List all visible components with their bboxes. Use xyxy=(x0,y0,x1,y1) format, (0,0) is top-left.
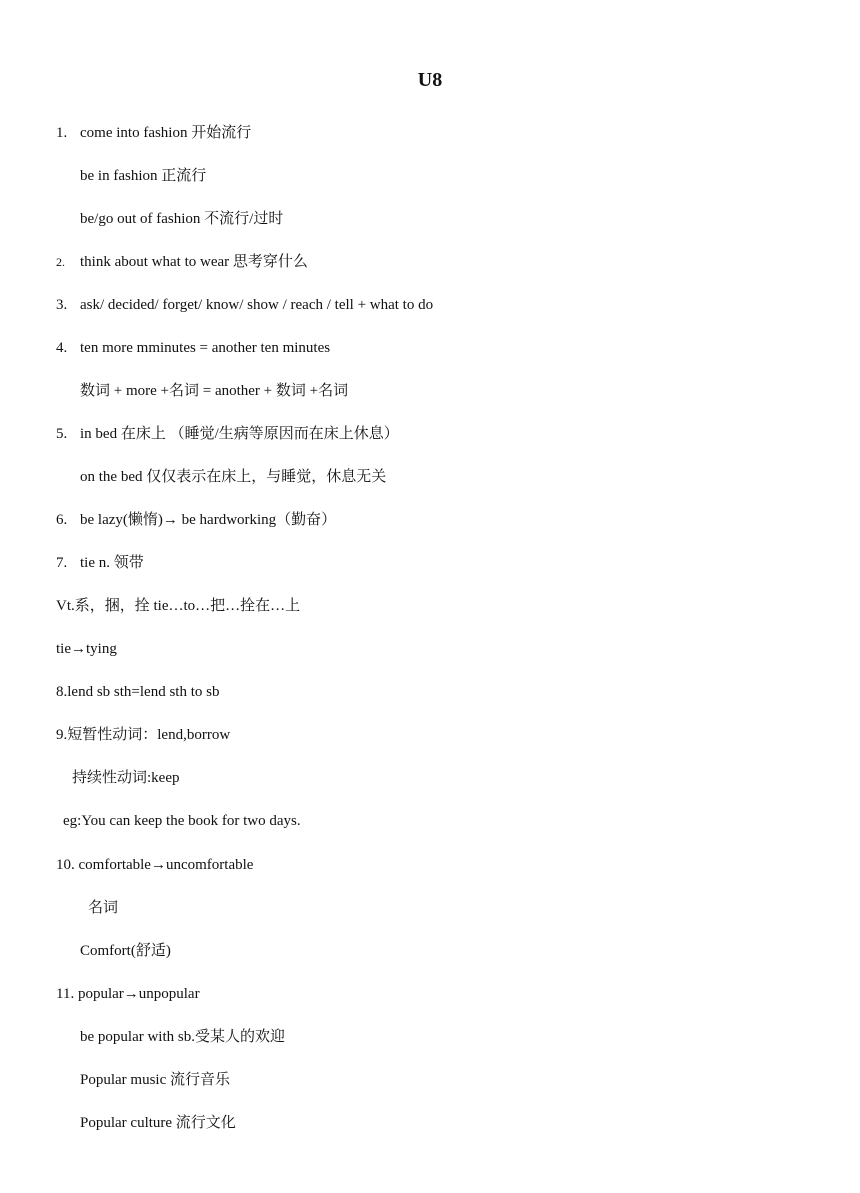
item-text: be lazy(懒惰)→ be hardworking（勤奋） xyxy=(80,512,337,528)
item-text: Popular culture 流行文化 xyxy=(80,1115,236,1131)
item-number: 6. xyxy=(56,512,68,528)
item-text: be in fashion 正流行 xyxy=(80,168,207,184)
item-number: 5. xyxy=(56,426,68,442)
item-text: 8.lend sb sth=lend sth to sb xyxy=(56,684,220,700)
page-title: U8 xyxy=(417,69,443,91)
item-text: 名词 xyxy=(88,900,119,916)
item-number: 7. xyxy=(56,555,68,571)
item-text: ten more mminutes = another ten minutes xyxy=(80,340,331,356)
item-text: 9.短暂性动词：lend,borrow xyxy=(56,727,231,743)
item-number: 2. xyxy=(56,255,65,269)
item-text: ask/ decided/ forget/ know/ show / reach / tell + what to do xyxy=(80,297,434,313)
item-text: be popular with sb.受某人的欢迎 xyxy=(80,1029,285,1045)
item-text: 持续性动词:keep xyxy=(72,770,180,786)
item-number: 1. xyxy=(56,125,68,141)
item-text: 10. comfortable→uncomfortable xyxy=(56,857,254,873)
item-text: think about what to wear 思考穿什么 xyxy=(80,254,308,270)
item-text: eg:You can keep the book for two days. xyxy=(63,813,301,829)
item-number: 3. xyxy=(56,297,68,313)
item-text: in bed 在床上 （睡觉/生病等原因而在床上休息） xyxy=(80,426,399,442)
item-text: be/go out of fashion 不流行/过时 xyxy=(80,211,284,227)
item-text: come into fashion 开始流行 xyxy=(80,125,252,141)
item-text: on the bed 仅仅表示在床上，与睡觉，休息无关 xyxy=(80,469,387,485)
item-text: 11. popular→unpopular xyxy=(56,986,200,1002)
item-text: 数词 + more +名词 = another + 数词 +名词 xyxy=(80,383,349,399)
item-number: 4. xyxy=(56,340,68,356)
item-text: Vt.系，捆，拴 tie…to…把…拴在…上 xyxy=(56,598,301,614)
item-text: tie→tying xyxy=(56,641,117,657)
item-text: tie n. 领带 xyxy=(80,555,144,571)
item-text: Comfort(舒适) xyxy=(80,943,171,959)
item-text: Popular music 流行音乐 xyxy=(80,1072,230,1088)
